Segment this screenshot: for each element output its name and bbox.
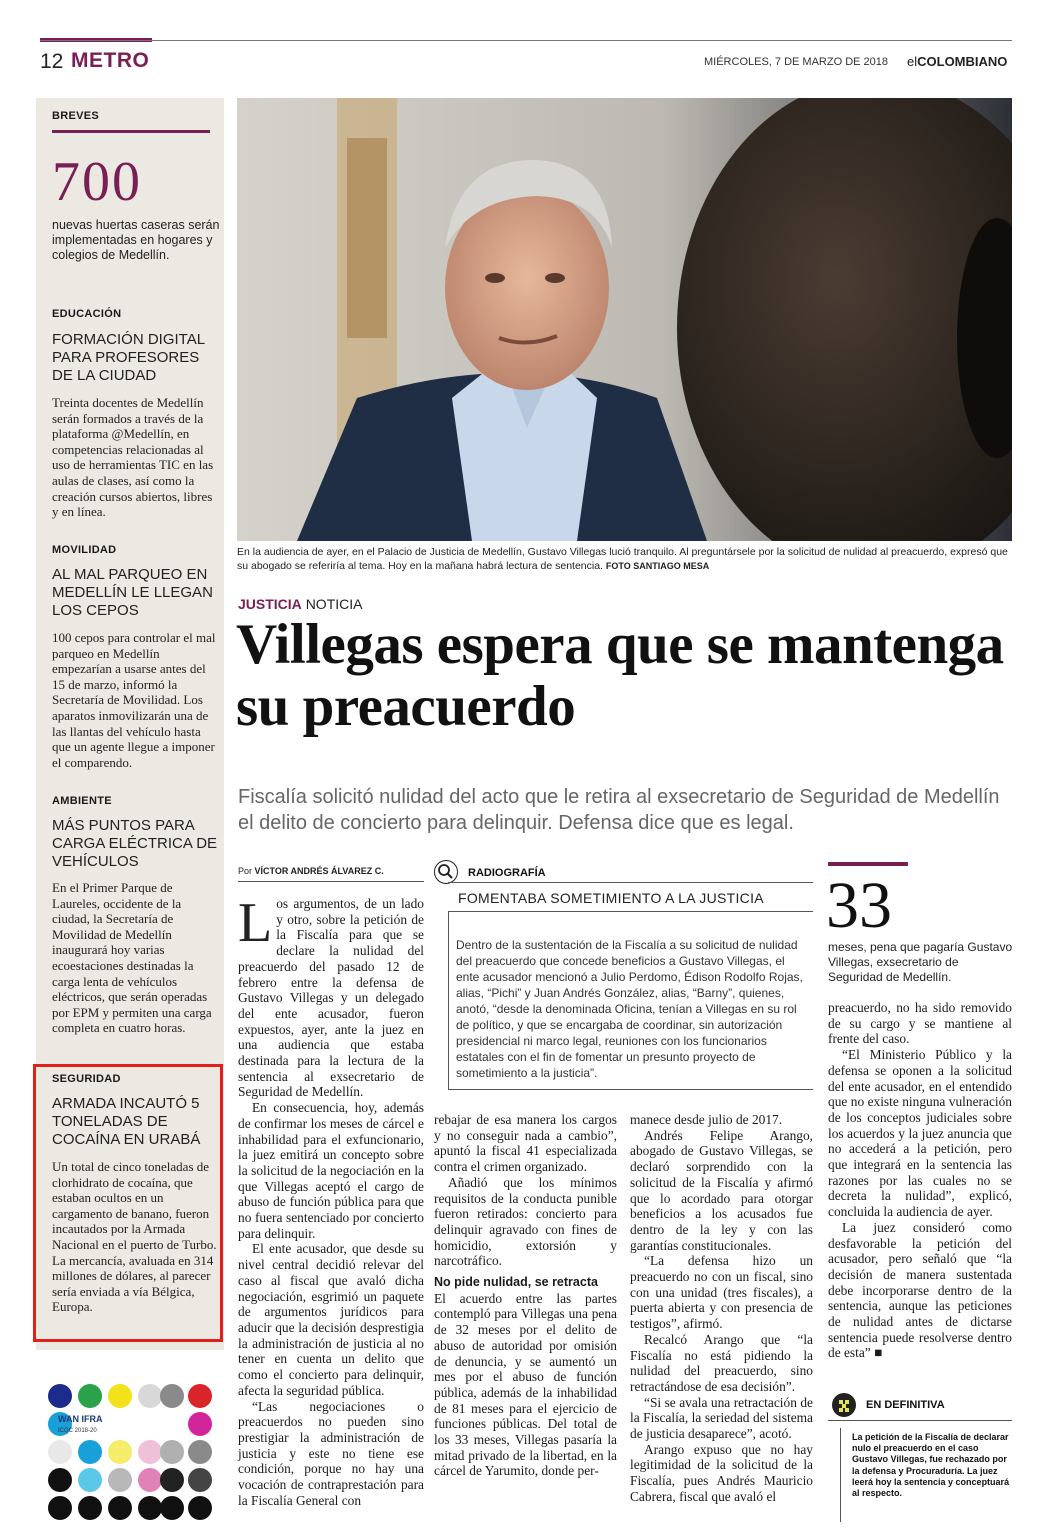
article-lead: Fiscalía solicitó nulidad del acto que le retira al exsecretario de Seguridad de Medellín el delito de concierto para delinquir. Defensa dice que es legal.: [238, 786, 1000, 834]
radiografia-rule: [448, 882, 813, 883]
color-swatch: [138, 1496, 162, 1520]
paragraph-text: os argumentos, de un lado y otro, sobre la petición de la Fiscalía para que se declare la nulidad del preacuerdo del pasado 12 de febrero entre la defensa de Gustavo Villegas y un delegado del ente acusador, fueron expuestos, ayer, ante la juez en una audiencia que estaba destinada para la lectura de la sentencia al exsecretario de Seguridad de Medellín.: [238, 896, 424, 1100]
kicker-type: NOTICIA: [305, 596, 363, 612]
byline: [238, 866, 384, 876]
color-swatch: [78, 1496, 102, 1520]
brief-body: Treinta docentes de Medellín serán formados a través de la plataforma @Medellín, en competencias relacionadas al uso de herramientas TIC en las aulas de clases, así como la creación cursos abiertos, libres y en línea.: [52, 395, 214, 520]
stat-rule: [828, 862, 908, 866]
subhead: No pide nulidad, se retracta: [434, 1275, 598, 1290]
article-column-4: [828, 1000, 1012, 1361]
color-swatch: [160, 1384, 184, 1408]
paragraph: rebajar de esa manera los cargos y no conseguir nada a cambio”, apuntó la fiscal 41 especializada contra el crimen organizado.: [434, 1112, 617, 1175]
color-swatch: [188, 1468, 212, 1492]
section-name: METRO: [71, 49, 150, 72]
color-swatch: [188, 1384, 212, 1408]
photo-credit: FOTO SANTIAGO MESA: [605, 561, 710, 571]
color-swatch: [78, 1440, 102, 1464]
caption-text: En la audiencia de ayer, en el Palacio de Justicia de Medellín, Gustavo Villegas lució tranquilo. Al preguntársele por la solicitud de nulidad al preacuerdo, expresó que su abogado se referiría al tema. Hoy en la mañana habrá lectura de sentencia.: [237, 546, 1008, 572]
brief-category: EDUCACIÓN: [52, 308, 122, 320]
color-swatch: [138, 1468, 162, 1492]
byline-rule: [238, 881, 424, 882]
color-swatch: [108, 1468, 132, 1492]
color-swatch: [78, 1384, 102, 1408]
color-swatch: [138, 1440, 162, 1464]
brand-prefix: el: [907, 54, 918, 69]
brief-headline: MÁS PUNTOS PARA CARGA ELÉCTRICA DE VEHÍCULOS: [52, 817, 218, 870]
brief-category: SEGURIDAD: [52, 1073, 121, 1085]
paragraph: “La defensa hizo un preacuerdo no con un fiscal, sino con una unidad (tres fiscales), a puerta abierta y con presencia de testigos”, afirmó.: [630, 1253, 813, 1332]
drop-cap: L: [238, 892, 273, 954]
checker-glyph: [832, 1393, 856, 1417]
article-photo: [237, 98, 1012, 541]
paragraph: manece desde julio de 2017.: [630, 1112, 783, 1127]
color-swatch: [188, 1496, 212, 1520]
color-swatch: [160, 1496, 184, 1520]
magnifier-glyph: [435, 861, 456, 882]
paragraph: La juez consideró como desfavorable la petición del acusador, pero señaló que “la decisión de manera sustentada debe incorporarse dentro de la sentencia, aunque las peticiones de nulidad antes de dictarse sentencia puede resolverse dentro de esta” ■: [828, 1219, 1012, 1361]
byline-prefix: Por: [238, 866, 253, 876]
color-swatch: [78, 1468, 102, 1492]
paragraph: [238, 892, 424, 1100]
en-definitiva-icon: [832, 1393, 856, 1417]
paragraph: Añadió que los mínimos requisitos de la conducta punible fueron retirados: concierto para delinquir agravado con fines de homicidio, extorsión y narcotráfico.: [434, 1174, 617, 1269]
color-swatch: [48, 1468, 72, 1492]
article-column-1: [238, 892, 424, 1508]
stat-text-700: nuevas huertas caseras serán implementadas en hogares y colegios de Medellín.: [52, 218, 220, 262]
color-swatch: [48, 1384, 72, 1408]
paragraph: “Las negociaciones o preacuerdos no pueden sino prestigiar la administración de justicia y este no tiene ese condición, porque no hay una vocación de contraprestación para la Fiscalía General con: [238, 1398, 424, 1508]
color-swatch: [160, 1468, 184, 1492]
icqc-mark: ICQC 2018-20: [58, 1428, 97, 1434]
article-kicker: [238, 596, 362, 612]
en-definitiva-rule: [828, 1420, 1012, 1421]
stat-number-700: 700: [52, 151, 142, 213]
brief-body: Un total de cinco toneladas de clorhidrato de cocaína, que estaban ocultos en un cargamento de banano, fueron incautados por la Armada Nacional en el puerto de Turbo. La mercancía, avaluada en 314 millones de dólares, al parecer sería enviada a vía Bélgica, Europa.: [52, 1159, 217, 1315]
color-swatch: [48, 1440, 72, 1464]
brief-body: En el Primer Parque de Laureles, occidente de la ciudad, la Secretaría de Movilidad de Medellín inaugurará hoy varias ecoestaciones destinadas la carga lenta de vehículos eléctricos, que serán operadas por EPM y permiten una carga completa en cuatro horas.: [52, 880, 212, 1036]
wan-ifra-logo: WAN IFRA: [58, 1414, 103, 1424]
color-swatch: [188, 1412, 212, 1436]
page-number: 12: [40, 50, 64, 73]
radiografia-side-rule: [448, 911, 449, 1089]
sidebar-title-rule: [52, 130, 210, 133]
paragraph: El ente acusador, que desde su nivel central decidió relevar del caso al fiscal que avaló dicha negociación, esgrimió un paquete de argumentos jurídicos para aducir que la decisión desprestigia la administración de justicia al no tener en cuenta un delito que como el concierto para delinquir, afecta la seguridad pública.: [238, 1241, 424, 1398]
magnifier-icon: [434, 860, 458, 884]
photo-caption: [237, 545, 1012, 573]
paragraph: Andrés Felipe Arango, abogado de Gustavo Villegas, se declaró sorprendido con la solicitud de la Fiscalía y afirmó que lo acordado para otorgar beneficios a los acusados fue dentro de la ley y con las garantías constitucionales.: [630, 1127, 813, 1253]
color-swatch: [108, 1496, 132, 1520]
byline-author: VÍCTOR ANDRÉS ÁLVAREZ C.: [254, 866, 384, 876]
paragraph: En consecuencia, hoy, además de confirmar los meses de cárcel e inhabilidad para el exfuncionario, la juez emitirá un concepto sobre la solicitud de la negociación en la que Villegas aceptó el cargo de abuso de función pública para que no fuera sentenciado por concierto para delinquir.: [238, 1100, 424, 1241]
radiografia-body: Dentro de la sustentación de la Fiscalía a su solicitud de nulidad del preacuerdo que concede beneficios a Gustavo Villegas, el ente acusador mencionó a Julio Perdomo, Édison Rodolfo Rojas, alias, “Pichi” y Juan Andrés González, alias, “Barny”, quienes, anotó, “desde la denominada Oficina, tenían a Villegas en su rol de político, y que se encargaba de coordinar, sin autorización presidencial ni marco legal, reuniones con los funcionarios estatales con el fin de fomentar un presunto proyecto de sometimiento a la justicia”.: [456, 938, 803, 1080]
paragraph: “El Ministerio Público y la defensa se oponen a la solicitud del ente acusador, en el entendido que no existe ninguna vulneración de los conceptos judiciales sobre los acuerdos y la juez anuncia que no accederá a la petición, pero que integrará en la sentencia las razones por las cuales no se decreta la nulidad”, explicó, concluida la audiencia de ayer.: [828, 1047, 1012, 1220]
brief-headline: AL MAL PARQUEO EN MEDELLÍN LE LLEGAN LOS CEPOS: [52, 566, 213, 619]
brand-name: COLOMBIANO: [917, 54, 1008, 69]
photo-illustration: [237, 98, 1012, 541]
en-definitiva-body: La petición de la Fiscalía de declarar nulo el preacuerdo en el caso Gustavo Villegas, fue rechazado por la defensa y Procuraduría. La juez leerá hoy la sentencia y conceptuará al respecto.: [852, 1432, 1010, 1499]
color-swatch: [160, 1440, 184, 1464]
en-definitiva-title: EN DEFINITIVA: [866, 1399, 945, 1411]
stat-number-33: 33: [826, 869, 892, 942]
header-rule: [40, 40, 1012, 41]
brief-category: MOVILIDAD: [52, 544, 117, 556]
radiografia-headline: FOMENTABA SOMETIMIENTO A LA JUSTICIA: [458, 890, 764, 906]
article-headline: Villegas espera que se mantenga su preacuerdo: [236, 613, 1004, 738]
brief-headline: ARMADA INCAUTÓ 5 TONELADAS DE COCAÍNA EN URABÁ: [52, 1095, 201, 1148]
radiografia-title: RADIOGRAFÍA: [468, 867, 546, 879]
paragraph: Arango expuso que no hay legitimidad de la solicitud de la Fiscalía, pues Andrés Mauricio Cabrera, fiscal que avaló el: [630, 1441, 813, 1504]
article-column-3: [630, 1112, 813, 1505]
brief-body: 100 cepos para controlar el mal parqueo en Medellín empezarían a usarse antes del 15 de marzo, informó la Secretaría de Movilidad. Los aparatos inmovilizarán una de las llantas del vehículo hasta que un agente llegue a imponer el comparendo.: [52, 630, 216, 770]
paragraph: “Si se avala una retractación de la Fiscalía, la seriedad del sistema de justicia desaparece”, acotó.: [630, 1394, 813, 1442]
color-swatch: [108, 1440, 132, 1464]
highlight-box: [33, 1064, 223, 1342]
stat-text-33: meses, pena que pagaría Gustavo Villegas, exsecretario de Seguridad de Medellín.: [828, 940, 1013, 984]
brief-category: AMBIENTE: [52, 795, 112, 807]
color-swatch: [48, 1496, 72, 1520]
radiografia-rule: [448, 911, 813, 912]
brief-headline: FORMACIÓN DIGITAL PARA PROFESORES DE LA CIUDAD: [52, 331, 205, 384]
color-swatch: [108, 1384, 132, 1408]
color-swatch: [138, 1384, 162, 1408]
issue-date: MIÉRCOLES, 7 DE MARZO DE 2018: [704, 56, 888, 68]
article-column-2: [434, 1112, 617, 1479]
paragraph: Recalcó Arango que “la Fiscalía no está pidiendo la nulidad del preacuerdo, sino retractándose de esa decisión”.: [630, 1331, 813, 1394]
sidebar-title: BREVES: [52, 110, 100, 122]
color-swatch: [188, 1440, 212, 1464]
paragraph: preacuerdo, no ha sido removido de su cargo y se mantiene al frente del caso.: [828, 1000, 1012, 1047]
radiografia-rule: [448, 1089, 813, 1090]
brand-logo: [907, 54, 1007, 69]
paragraph: El acuerdo entre las partes contempló para Villegas una pena de 32 meses por el delito de abuso de autoridad por omisión de denuncia, y se aumentó un mes por el abuso de función pública, además de la inhabilidad de 81 meses para el ejercicio de funciones públicas. Del total de los 33 meses, Villegas pasaría la mitad privado de la libertad, en la cárcel de Yarumito, donde per-: [434, 1290, 617, 1479]
kicker-section: JUSTICIA: [238, 596, 302, 612]
